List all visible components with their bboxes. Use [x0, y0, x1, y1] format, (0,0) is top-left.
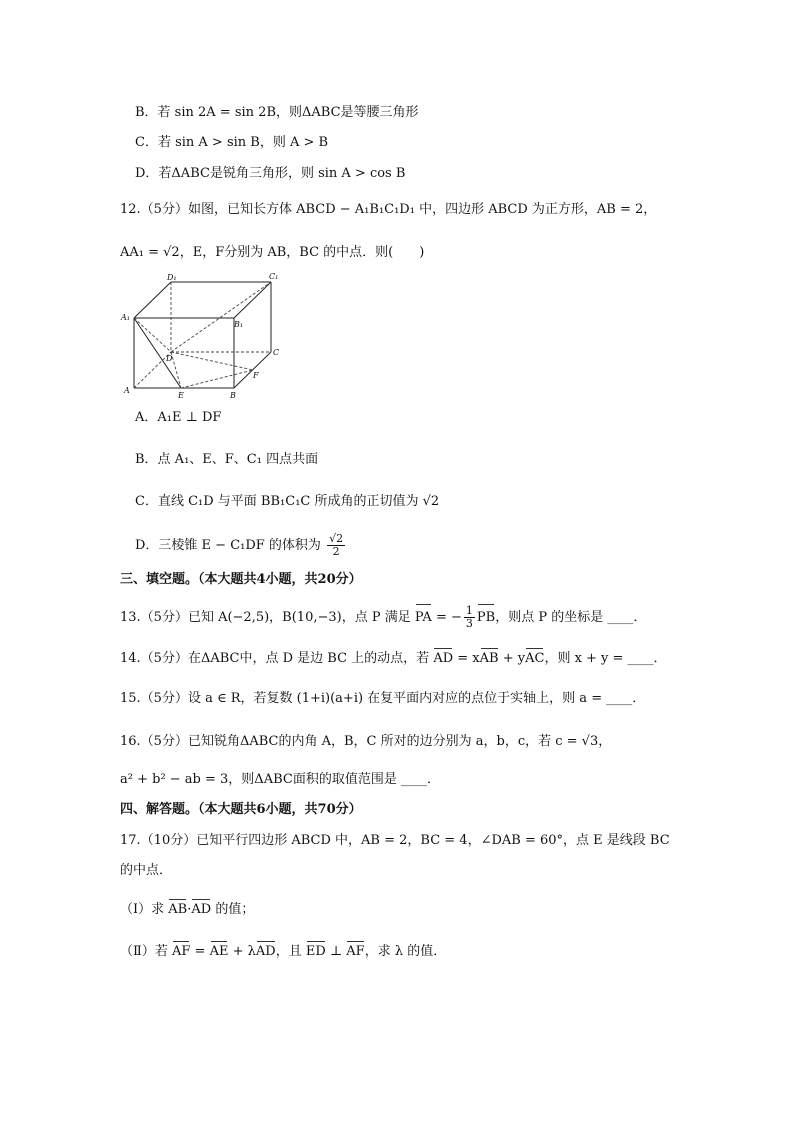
vector-ae: AE — [210, 941, 229, 961]
section-fill-in-heading: 三、填空题。（本大题共4小题，共20分） — [120, 572, 362, 587]
q15-line: 15.（5分）设 a ∈ R，若复数 (1+i)(a+i) 在复平面内对应的点位于实轴上，则 a = ____． — [120, 691, 646, 706]
q12-option-c: C．直线 C₁D 与平面 BB₁C₁C 所成角的正切值为 √2 — [135, 494, 440, 509]
vector-ab: AB — [480, 648, 499, 668]
label-e: E — [178, 391, 184, 400]
q16-line1: 16.（5分）已知锐角ΔABC的内角 A，B，C 所对的边分别为 a，b，c，若 c = √3， — [120, 734, 612, 749]
q11-option-b: B．若 sin 2A = sin 2B，则ΔABC是等腰三角形 — [135, 105, 419, 120]
q17-part2: （Ⅱ）若 AF = AE + λAD，且 ED ⊥ AF，求 λ 的值． — [120, 941, 446, 961]
q12-stem-line2: AA₁ = √2，E，F分别为 AB，BC 的中点．则( ) — [120, 245, 425, 260]
label-a: A — [124, 386, 130, 395]
label-b: B — [230, 391, 236, 400]
vector-ab: AB — [168, 899, 187, 919]
q17-line2: 的中点． — [120, 863, 173, 878]
q17-line1: 17.（10分）已知平行四边形 ABCD 中，AB = 2，BC = 4，∠DAB = 60°，点 E 是线段 BC — [120, 833, 670, 848]
vector-ad: AD — [191, 899, 211, 919]
label-d: D — [166, 354, 173, 363]
label-b1: B₁ — [234, 320, 244, 329]
vector-af: AF — [346, 941, 364, 961]
q14-line: 14.（5分）在ΔABC中，点 D 是边 BC 上的动点，若 AD = xAB + yAC，则 x + y = ____． — [120, 648, 667, 668]
vector-pb: PB — [477, 604, 495, 630]
section-answer-heading: 四、解答题。（本大题共6小题，共70分） — [120, 802, 362, 817]
label-c: C — [273, 348, 280, 357]
cuboid-figure — [116, 270, 286, 400]
q13-fraction: $\frac{1}{3}$ — [465, 604, 473, 630]
q12-option-d: D．三棱锥 E − C₁DF 的体积为 $\frac{√2}{2}$ — [135, 532, 344, 558]
vector-ad: AD — [256, 941, 276, 961]
q11-option-d: D．若ΔABC是锐角三角形，则 sin A > cos B — [135, 166, 406, 181]
label-c1: C₁ — [269, 272, 279, 281]
label-f: F — [253, 371, 259, 380]
vector-af: AF — [172, 941, 190, 961]
label-a1: A₁ — [121, 313, 130, 322]
q11-option-c: C．若 sin A > sin B，则 A > B — [135, 135, 329, 150]
vector-ac: AC — [525, 648, 544, 668]
vector-ad: AD — [433, 648, 453, 668]
q17-part1: （Ⅰ）求 AB·AD 的值； — [120, 899, 254, 919]
q13-line: 13.（5分）已知 A(−2,5)，B(10,−3)，点 P 满足 PA = − $\frac{1}{3}$ PB，则点 P 的坐标是 ____． — [120, 604, 647, 630]
label-d1: D₁ — [167, 273, 177, 282]
vector-ed: ED — [306, 941, 326, 961]
q12-option-b: B．点 A₁、E、F、C₁ 四点共面 — [135, 452, 319, 467]
vector-pa: PA — [415, 604, 432, 630]
q12-stem-line1: 12.（5分）如图，已知长方体 ABCD − A₁B₁C₁D₁ 中，四边形 ABCD 为正方形，AB = 2， — [120, 202, 657, 217]
q12-option-a: A．A₁E ⊥ DF — [135, 410, 222, 425]
volume-fraction: $\frac{√2}{2}$ — [329, 532, 344, 558]
q16-line2: a² + b² − ab = 3，则ΔABC面积的取值范围是 ____． — [120, 772, 440, 787]
